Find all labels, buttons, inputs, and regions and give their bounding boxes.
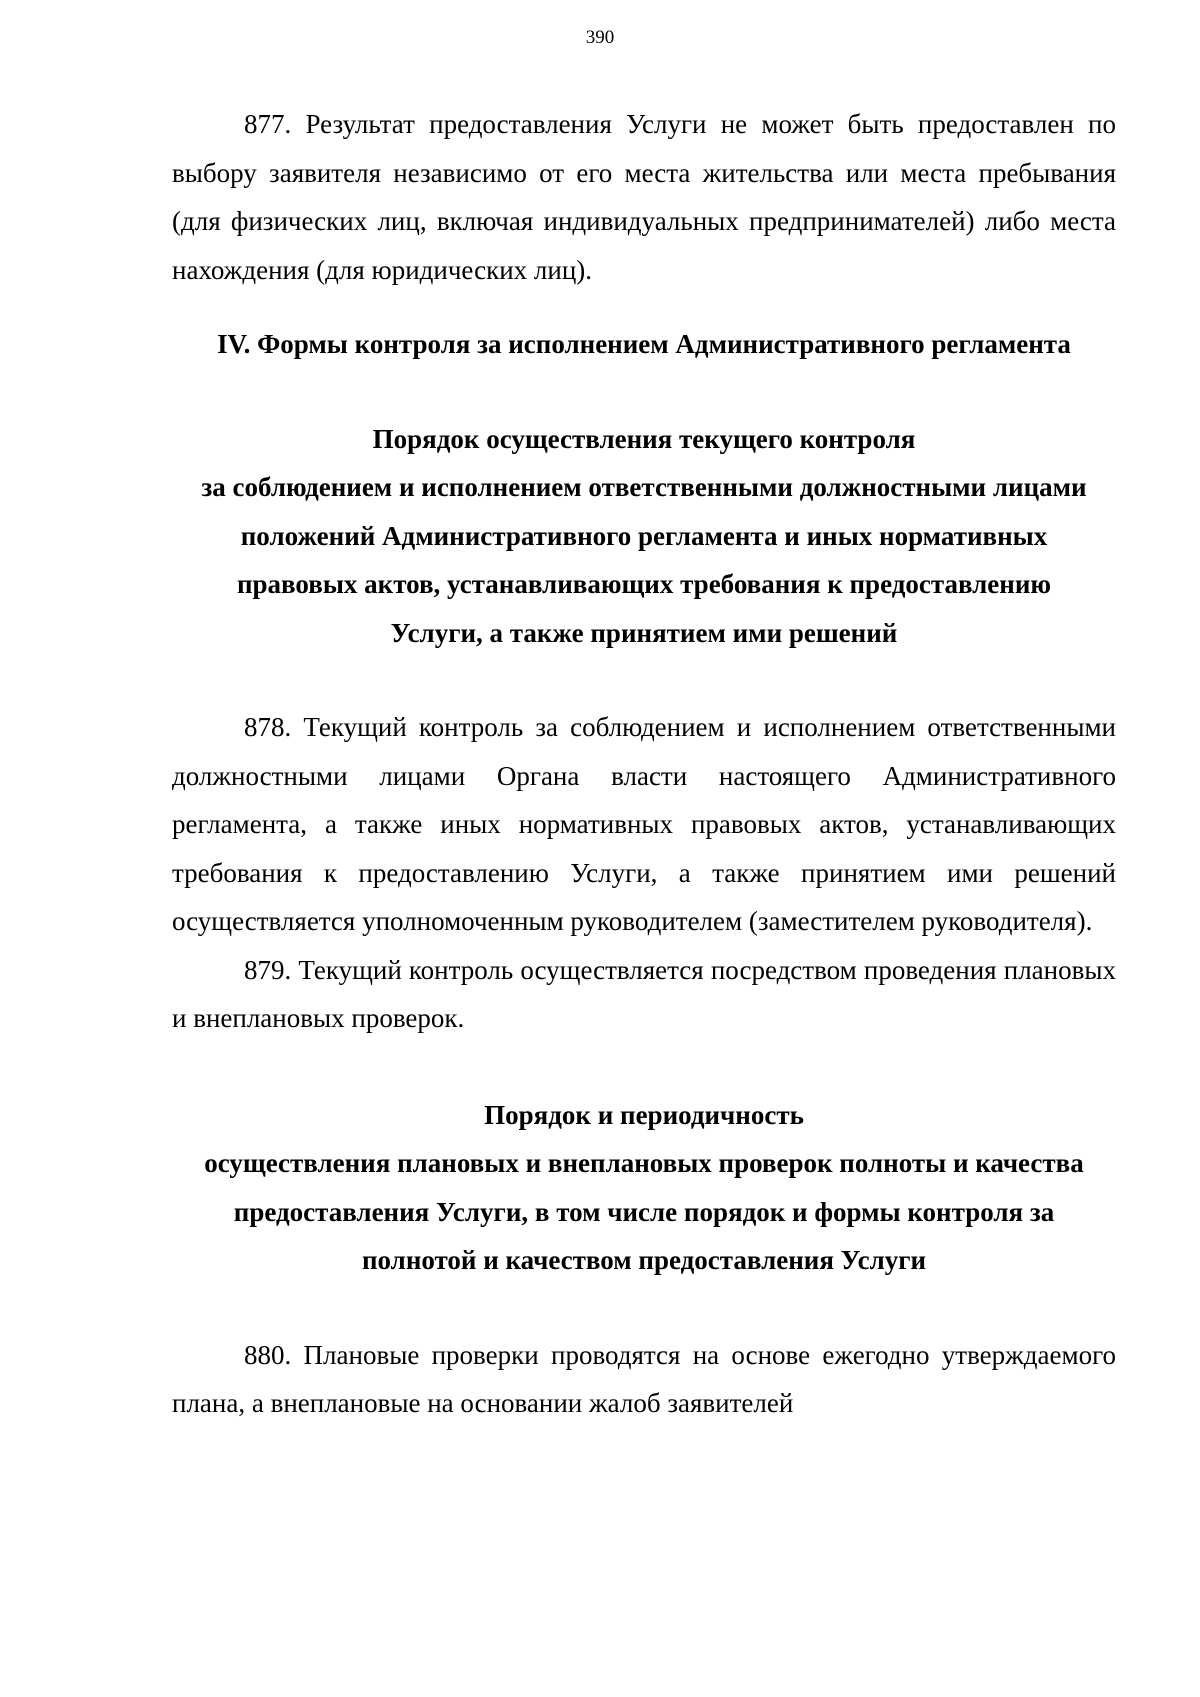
paragraph-877: 877. Результат предоставления Услуги не может быть предоставлен по выбору заявителя независимо от его места жительства или места пребывания (для физических лиц, включая индивидуальных предпринимателей) либо места нахождения (для юридических лиц).: [172, 109, 1116, 285]
heading-line: положений Административного регламента и иных нормативных: [240, 520, 1048, 551]
heading-line: осуществления плановых и внеплановых проверок полноты и качества: [204, 1148, 1084, 1178]
inspections-heading: [172, 1091, 1116, 1285]
heading-line: правовых актов, устанавливающих требования к предоставлению: [236, 569, 1052, 599]
heading-line: за соблюдением и исполнением ответственными должностными лицами: [201, 472, 1087, 502]
heading-line: предоставления Услуги, в том числе порядок и формы контроля за: [233, 1196, 1055, 1227]
heading-line: Порядок осуществления текущего контроля: [372, 423, 916, 454]
page-number: 390: [585, 27, 615, 48]
current-control-heading: [172, 415, 1116, 658]
paragraph-880: 880. Плановые проверки проводятся на основе ежегодно утверждаемого плана, а внеплановые на основании жалоб заявителей: [172, 1339, 1116, 1418]
heading-line: полнотой и качеством предоставления Услуги: [361, 1245, 927, 1275]
heading-line: Порядок и периодичность: [484, 1099, 804, 1130]
paragraph-879: 879. Текущий контроль осуществляется посредством проведения плановых и внеплановых проверок.: [172, 954, 1116, 1033]
paragraph-878: 878. Текущий контроль за соблюдением и исполнением ответственными должностными лицами Органа власти настоящего Административного регламента, а также иных нормативных правовых актов, устанавливающих требования к предоставлению Услуги, а также принятием ими решений осуществляется уполномоченным руководителем (заместителем руководителя).: [172, 712, 1116, 936]
document-body: [172, 100, 1116, 1428]
heading-line: Услуги, а также принятием ими решений: [390, 617, 898, 648]
chapter-iv-title: IV. Формы контроля за исполнением Административного регламента: [217, 329, 1071, 359]
